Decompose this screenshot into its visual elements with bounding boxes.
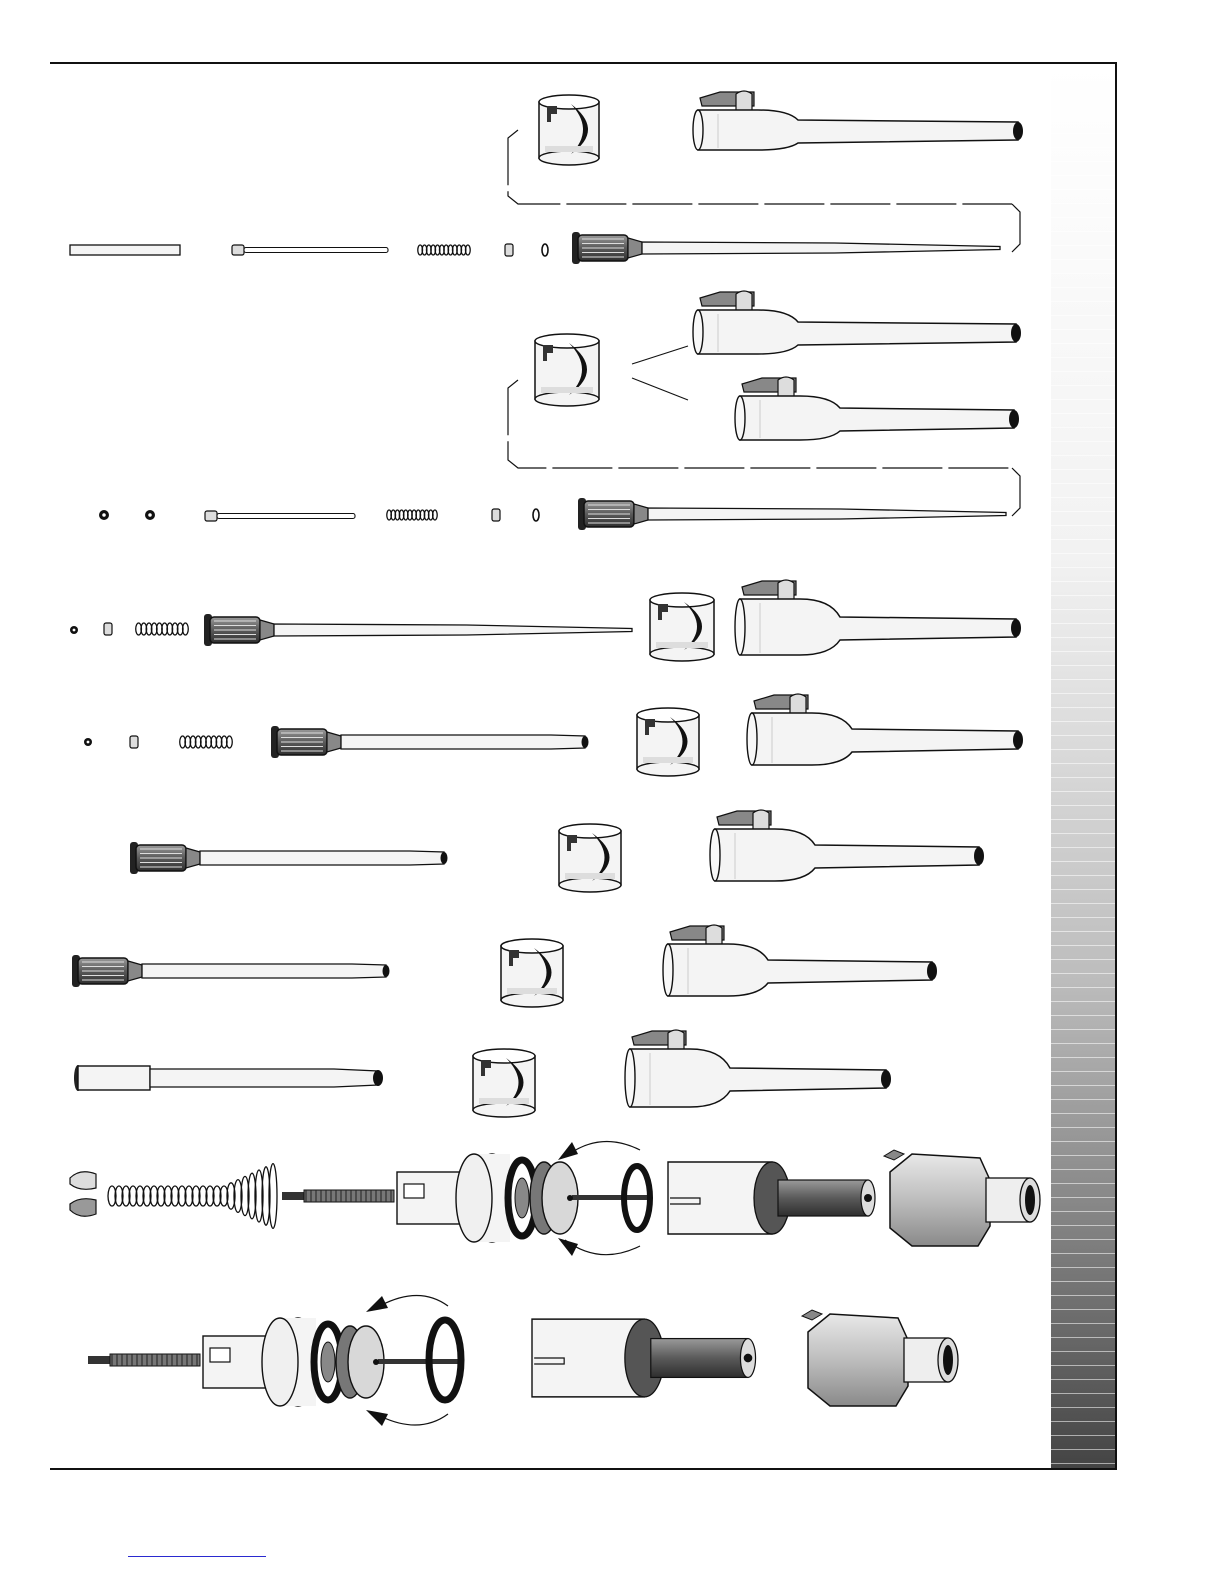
nut <box>492 509 500 521</box>
nozzle-shroud <box>693 91 1023 150</box>
spring <box>387 510 437 520</box>
arrow-head-icon <box>558 1238 578 1256</box>
nozzle-cap <box>501 939 563 1007</box>
clip <box>70 1172 96 1217</box>
nozzle-tip <box>572 232 1000 264</box>
nozzle-tip <box>204 614 632 646</box>
spring <box>418 245 470 255</box>
nozzle-shroud <box>735 377 1019 440</box>
nut <box>130 736 138 748</box>
nozzle-tip <box>130 842 448 874</box>
callout-line <box>632 346 688 364</box>
nozzle-tip <box>578 498 1006 530</box>
nozzle-cap <box>650 593 714 661</box>
nozzle-shroud <box>663 925 937 996</box>
nozzle-shroud <box>625 1030 891 1107</box>
needle <box>205 511 355 521</box>
nut <box>84 738 92 746</box>
o-ring <box>542 244 548 256</box>
spring <box>136 623 189 635</box>
spring <box>180 736 233 748</box>
nozzle-cap <box>637 708 699 776</box>
arrow-head-icon <box>366 1410 388 1426</box>
needle <box>232 245 388 255</box>
hex-fitting <box>802 1310 958 1406</box>
nozzle-tip <box>271 726 589 758</box>
nozzle-shroud <box>735 580 1021 655</box>
nozzle-shroud <box>693 291 1021 354</box>
arrow-head-icon <box>366 1296 388 1312</box>
nut <box>145 510 155 520</box>
nozzle-tip <box>72 955 390 987</box>
nozzle-cap <box>535 334 599 406</box>
nut <box>70 626 78 634</box>
o-ring <box>533 509 539 521</box>
arrow-head-icon <box>558 1142 578 1160</box>
rotation-arrow <box>565 1141 640 1157</box>
nozzle-cap <box>559 824 621 892</box>
adapter <box>668 1162 875 1234</box>
valve-assembly <box>282 1154 652 1242</box>
nut <box>104 623 112 635</box>
nozzle-shroud <box>710 810 984 881</box>
nozzle-cap <box>539 95 599 165</box>
callout-line <box>632 378 688 400</box>
spring <box>108 1164 277 1229</box>
hex-fitting <box>884 1150 1040 1246</box>
barrel <box>70 245 180 255</box>
nozzle-cap <box>473 1049 535 1117</box>
valve-assembly <box>88 1318 458 1406</box>
nozzle-shroud <box>747 694 1023 765</box>
adapter <box>532 1319 756 1397</box>
nozzle-tip <box>74 1065 383 1091</box>
nut <box>99 510 109 520</box>
nut <box>505 244 513 256</box>
parts-layer <box>70 91 1040 1426</box>
